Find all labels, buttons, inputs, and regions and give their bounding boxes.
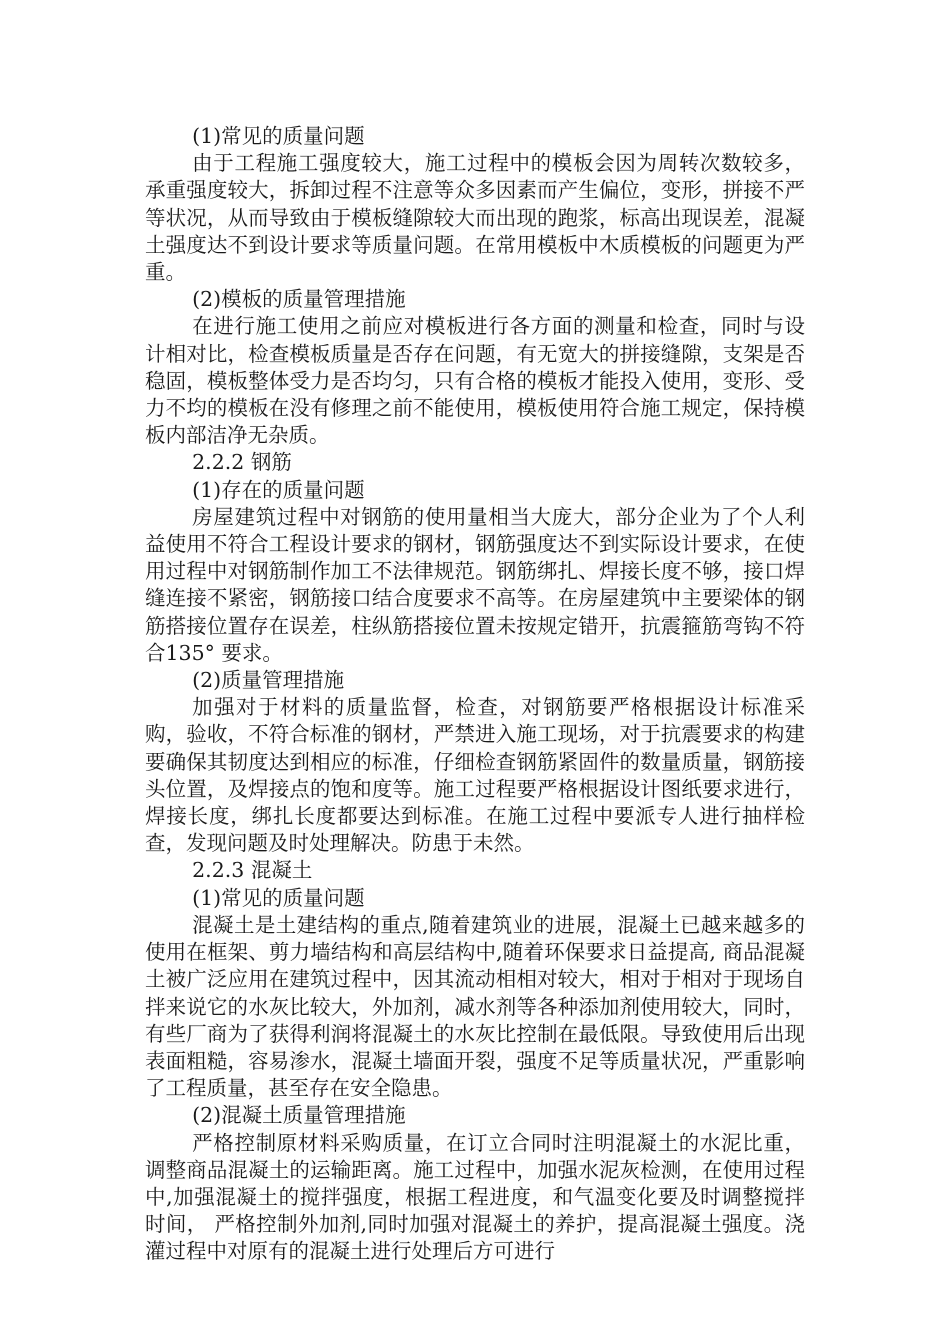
paragraph-rebar-issues: 房屋建筑过程中对钢筋的使用量相当大庞大，部分企业为了个人利益使用不符合工程设计要求的钢材，钢筋强度达不到实际设计要求，在使用过程中对钢筋制作加工不法律规范。钢筋绑扎、焊接长度不够，接口焊缝连接不紧密，钢筋接口结合度要求不高等。在房屋建筑中主要梁体的钢筋搭接位置存在误差，柱纵筋搭接位置未按规定错开，抗震箍筋弯钩不符合135° 要求。 xyxy=(145,504,805,665)
document-body xyxy=(145,123,805,1266)
subheading-concrete-measures: (2)混凝土质量管理措施 xyxy=(192,1103,406,1128)
paragraph-concrete-issues: 混凝土是土建结构的重点,随着建筑业的进展，混凝土已越来越多的使用在框架、剪力墙结构和高层结构中,随着环保要求日益提高, 商品混凝土被广泛应用在建筑过程中，因其流动相相对较大，相对于相对于现场自拌来说它的水灰比较大，外加剂，减水剂等各种添加剂使用较大，同时，有些厂商为了获得利润将混凝土的水灰比控制在最低限。导致使用后出现表面粗糙，容易渗水，混凝土墙面开裂，强度不足等质量状况，严重影响了工程质量，甚至存在安全隐患。 xyxy=(145,912,805,1101)
subheading-formwork-measures: (2)模板的质量管理措施 xyxy=(192,287,406,312)
subheading-concrete-issues: (1)常见的质量问题 xyxy=(192,885,365,910)
subheading-common-quality-issues: (1)常见的质量问题 xyxy=(192,124,365,148)
paragraph-formwork-measures: 在进行施工使用之前应对模板进行各方面的测量和检查，同时与设计相对比，检查模板质量是否存在问题，有无宽大的拼接缝隙，支架是否稳固，模板整体受力是否均匀，只有合格的模板才能投入使用，变形、受力不均的模板在没有修理之前不能使用，模板使用符合施工规定，保持模板内部洁净无杂质。 xyxy=(145,314,805,448)
section-heading-concrete: 2.2.3 混凝土 xyxy=(192,858,313,883)
subheading-rebar-issues: (1)存在的质量问题 xyxy=(192,477,365,502)
paragraph-formwork-issues: 由于工程施工强度较大，施工过程中的模板会因为周转次数较多，承重强度较大，拆卸过程不注意等众多因素而产生偏位，变形，拼接不严等状况，从而导致由于模板缝隙较大而出现的跑浆，标高出现误差，混凝土强度达不到设计要求等质量问题。在常用模板中木质模板的问题更为严重。 xyxy=(145,151,805,285)
section-heading-rebar: 2.2.2 钢筋 xyxy=(192,450,292,475)
paragraph-concrete-measures: 严格控制原材料采购质量，在订立合同时注明混凝土的水泥比重，调整商品混凝土的运输距离。施工过程中，加强水泥灰检测，在使用过程中,加强混凝土的搅拌强度，根据工程进度，和气温变化要及时调整搅拌时间， 严格控制外加剂,同时加强对混凝土的养护，提高混凝土强度。浇灌过程中对原有的混凝土进行处理后方可进行 xyxy=(145,1130,805,1264)
subheading-rebar-measures: (2)质量管理措施 xyxy=(192,668,345,693)
paragraph-rebar-measures: 加强对于材料的质量监督，检查，对钢筋要严格根据设计标准采购，验收，不符合标准的钢材，严禁进入施工现场，对于抗震要求的构建要确保其韧度达到相应的标准，仔细检查钢筋紧固件的数量质量，钢筋接头位置，及焊接点的饱和度等。施工过程要严格根据设计图纸要求进行，焊接长度，绑扎长度都要达到标准。在施工过程中要派专人进行抽样检查，发现问题及时处理解决。防患于未然。 xyxy=(145,695,805,856)
